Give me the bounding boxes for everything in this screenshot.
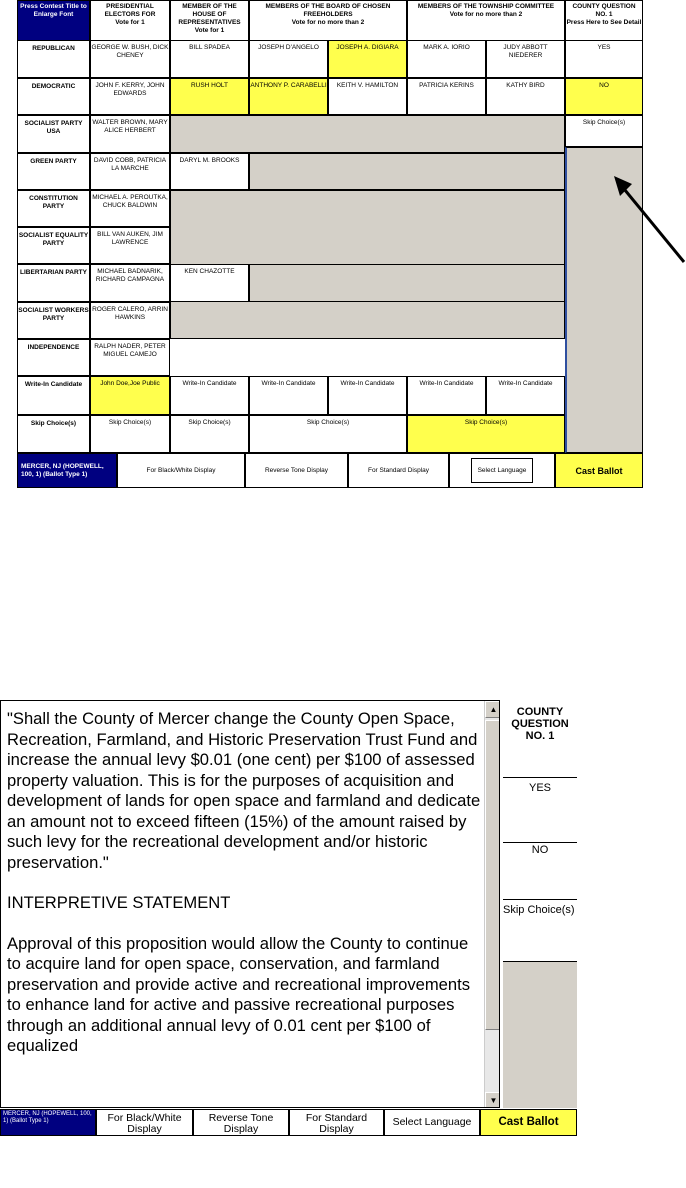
party-socialist-equality: SOCIALIST EQUALITY PARTY [17,227,90,264]
skip-township[interactable]: Skip Choice(s) [407,415,565,453]
header-freeholders[interactable] [249,0,407,45]
write-in-township-1[interactable]: Write-In Candidate [407,376,486,415]
interpretive-heading: INTERPRETIVE STATEMENT [7,893,231,912]
press-contest-title-button[interactable] [17,0,90,45]
candidate-nader-camejo[interactable]: RALPH NADER, PETER MIGUEL CAMEJO [90,339,170,376]
question-body: "Shall the County of Mercer change the County Open Space, Recreation, Farmland, and Historic Preservation Trust Fund and increase the annual levy $0.01 (one cent) per $100 of assessed property valuation. This is for the purposes of acquisition and development of lands for open space and farmland and dedicate an amount not to exceed fifteen (15%) of the amount raised by such levy for the recreational development and/or historic preservation." [7,709,481,872]
county-question-no[interactable]: NO [565,78,643,115]
ballot-info: MERCER, NJ (HOPEWELL, 100, 1) (Ballot Type 1) [17,453,117,488]
empty-region [249,153,565,190]
candidate-calero-hawkins[interactable]: ROGER CALERO, ARRIN HAWKINS [90,302,170,339]
reverse-tone-button[interactable] [245,453,348,488]
standard-display-button[interactable] [348,453,449,488]
candidate-cobb-lamarche[interactable]: DAVID COBB, PATRICIA LA MARCHE [90,153,170,190]
candidate-brown-herbert[interactable]: WALTER BROWN, MARY ALICE HERBERT [90,115,170,153]
reverse-tone-label: Reverse Tone Display [264,467,329,474]
vertical-scrollbar[interactable] [484,701,500,1108]
empty-region [170,115,565,153]
question-text-panel[interactable] [0,700,500,1108]
candidate-spadea[interactable]: BILL SPADEA [170,40,249,78]
detail-select-language-button[interactable] [384,1109,480,1136]
candidate-dangelo[interactable]: JOSEPH D'ANGELO [249,40,328,78]
party-independence: INDEPENDENCE [17,339,90,376]
detail-cast-ballot-label: Cast Ballot [498,1116,559,1128]
detail-select-language-label: Select Language [392,1116,472,1128]
detail-standard-display-button[interactable] [289,1109,384,1136]
party-skip: Skip Choice(s) [17,415,90,453]
ballot-grid [17,0,643,488]
select-language-label: Select Language [471,458,534,483]
header-house-title: MEMBER OF THE HOUSE OF REPRESENTATIVES [178,3,241,26]
candidate-peroutka-baldwin[interactable]: MICHAEL A. PEROUTKA, CHUCK BALDWIN [90,190,170,227]
party-socialist-usa: SOCIALIST PARTY USA [17,115,90,153]
party-democratic: DEMOCRATIC [17,78,90,115]
press-title-label: Press Contest Title to Enlarge Font [20,3,87,18]
detail-yes-button[interactable]: YES [503,778,577,843]
party-republican: REPUBLICAN [17,40,90,78]
detail-cast-ballot-button[interactable] [480,1109,577,1136]
candidate-bush-cheney[interactable]: GEORGE W. BUSH, DICK CHENEY [90,40,170,78]
header-freeholders-title: MEMBERS OF THE BOARD OF CHOSEN FREEHOLDERS [265,3,391,18]
header-county-question[interactable] [565,0,643,45]
scroll-up-icon[interactable]: ▲ [485,701,500,718]
county-question-detail [0,700,580,1140]
party-constitution: CONSTITUTION PARTY [17,190,90,227]
county-question-skip[interactable]: Skip Choice(s) [565,115,643,147]
write-in-freeholder-2[interactable]: Write-In Candidate [328,376,407,415]
candidate-hamilton[interactable]: KEITH V. HAMILTON [328,78,407,115]
candidate-badnarik-campagna[interactable]: MICHAEL BADNARIK, RICHARD CAMPAGNA [90,264,170,302]
detail-empty-region [503,962,577,1108]
header-township[interactable] [407,0,565,45]
header-presidential-title: PRESIDENTIAL ELECTORS FOR [104,3,156,18]
candidate-iorio[interactable]: MARK A. IORIO [407,40,486,78]
candidate-vanauken-lawrence[interactable]: BILL VAN AUKEN, JIM LAWRENCE [90,227,170,264]
county-question-yes[interactable]: YES [565,40,643,78]
candidate-brooks[interactable]: DARYL M. BROOKS [170,153,249,190]
header-county-question-title: COUNTY QUESTION NO. 1 [572,3,636,18]
write-in-president[interactable]: John Doe,Joe Public [90,376,170,415]
scroll-down-icon[interactable]: ▼ [485,1092,500,1108]
question-text [7,709,485,1077]
detail-standard-display-label: For Standard Display [305,1112,368,1135]
pointer-arrow-icon [606,170,686,270]
detail-bw-display-button[interactable] [96,1109,193,1136]
header-township-title: MEMBERS OF THE TOWNSHIP COMMITTEE [417,3,555,10]
header-freeholders-sub: Vote for no more than 2 [291,19,365,26]
candidate-digiara[interactable]: JOSEPH A. DIGIARA [328,40,407,78]
party-write-in: Write-In Candidate [17,376,90,415]
header-presidential[interactable] [90,0,170,45]
detail-reverse-tone-button[interactable] [193,1109,289,1136]
bw-display-label: For Black/White Display [146,467,216,474]
question-header: COUNTY QUESTION NO. 1 [503,700,577,778]
party-green: GREEN PARTY [17,153,90,190]
write-in-township-2[interactable]: Write-In Candidate [486,376,565,415]
empty-region [249,264,565,302]
bw-display-button[interactable] [117,453,245,488]
skip-freeholders[interactable]: Skip Choice(s) [249,415,407,453]
header-house[interactable] [170,0,249,45]
candidate-chazotte[interactable]: KEN CHAZOTTE [170,264,249,302]
candidate-carabelli[interactable]: ANTHONY P. CARABELLI [249,78,328,115]
scroll-thumb[interactable] [485,720,500,1030]
cast-ballot-label: Cast Ballot [575,465,623,476]
party-socialist-workers: SOCIALIST WORKERS PARTY [17,302,90,339]
header-presidential-sub: Vote for 1 [115,19,145,26]
cast-ballot-button[interactable] [555,453,643,488]
detail-bw-display-label: For Black/White Display [107,1112,182,1135]
party-libertarian: LIBERTARIAN PARTY [17,264,90,302]
candidate-bird[interactable]: KATHY BIRD [486,78,565,115]
select-language-button[interactable] [449,453,555,488]
candidate-holt[interactable]: RUSH HOLT [170,78,249,115]
header-county-question-sub: Press Here to See Detail [566,19,642,26]
standard-display-label: For Standard Display [367,467,430,474]
skip-house[interactable]: Skip Choice(s) [170,415,249,453]
detail-reverse-tone-label: Reverse Tone Display [208,1112,274,1135]
header-house-sub: Vote for 1 [194,27,225,34]
candidate-niederer[interactable]: JUDY ABBOTT NIEDERER [486,40,565,78]
candidate-kerry-edwards[interactable]: JOHN F. KERRY, JOHN EDWARDS [90,78,170,115]
detail-ballot-info: MERCER, NJ (HOPEWELL, 100, 1) (Ballot Type 1) [0,1109,96,1136]
header-township-sub: Vote for no more than 2 [449,11,523,18]
skip-president[interactable]: Skip Choice(s) [90,415,170,453]
candidate-kerins[interactable]: PATRICIA KERINS [407,78,486,115]
write-in-house[interactable]: Write-In Candidate [170,376,249,415]
interpretive-body: Approval of this proposition would allow the County to continue to acquire land for open space, conservation, and farmland preservation and provide active and recreational improvements to enhance land for active and passive recreational purposes through an additional annual levy of 0.01 cent per $100 of equalized [7,933,471,1055]
detail-skip-button[interactable]: Skip Choice(s) [503,900,577,962]
detail-no-button[interactable]: NO [503,843,577,900]
write-in-freeholder-1[interactable]: Write-In Candidate [249,376,328,415]
